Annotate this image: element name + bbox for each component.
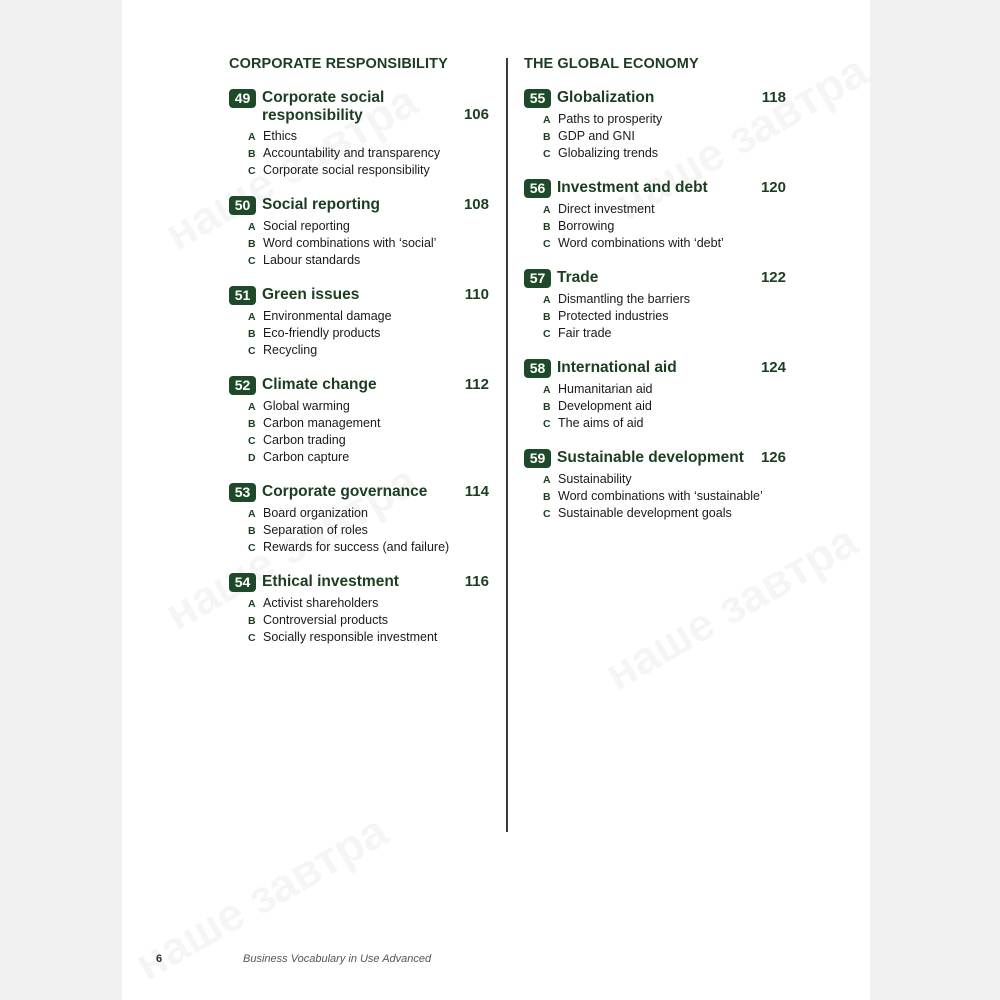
subtopic-text: Accountability and transparency — [263, 146, 441, 160]
unit-heading — [229, 286, 489, 305]
unit-number-badge: 51 — [229, 286, 256, 305]
subtopic-text: Recycling — [263, 343, 318, 357]
subtopic-letter: B — [248, 418, 256, 430]
subtopic-item — [248, 595, 489, 612]
unit-number-badge: 59 — [524, 449, 551, 468]
subtopic-text: Controversial products — [263, 613, 389, 627]
subtopic-item — [543, 325, 786, 342]
unit-title: Sustainable development — [557, 449, 744, 466]
subtopic-letter: A — [248, 131, 256, 143]
subtopic-list — [248, 505, 489, 556]
subtopic-text: Board organization — [263, 506, 368, 520]
subtopic-list — [248, 398, 489, 466]
subtopic-item — [248, 145, 489, 162]
unit-entry — [229, 376, 489, 466]
subtopic-item — [248, 252, 489, 269]
subtopic-text: Socially responsible investment — [263, 630, 438, 644]
subtopic-letter: B — [248, 525, 256, 537]
subtopic-letter: B — [248, 238, 256, 250]
subtopic-item — [248, 505, 489, 522]
subtopic-letter: C — [543, 148, 551, 160]
subtopic-list — [543, 291, 786, 342]
subtopic-letter: A — [543, 384, 551, 396]
subtopic-item — [543, 201, 786, 218]
subtopic-item — [543, 111, 786, 128]
subtopic-letter: A — [543, 294, 551, 306]
subtopic-item — [543, 145, 786, 162]
unit-entry — [229, 89, 489, 179]
unit-title: Green issues — [262, 286, 360, 303]
unit-page-number: 106 — [463, 106, 489, 123]
subtopic-list — [543, 471, 786, 522]
subtopic-letter: B — [543, 401, 551, 413]
subtopic-item — [543, 505, 786, 522]
unit-page-number: 126 — [760, 449, 786, 466]
unit-page-number: 108 — [463, 196, 489, 213]
subtopic-text: Labour standards — [263, 253, 361, 267]
unit-heading — [524, 449, 786, 468]
subtopic-text: Humanitarian aid — [558, 382, 653, 396]
subtopic-list — [248, 128, 489, 179]
subtopic-item — [248, 522, 489, 539]
subtopic-item — [543, 398, 786, 415]
subtopic-letter: A — [248, 311, 256, 323]
subtopic-text: Paths to prosperity — [558, 112, 663, 126]
subtopic-letter: B — [543, 311, 551, 323]
column-divider — [506, 58, 508, 832]
unit-number-badge: 49 — [229, 89, 256, 108]
subtopic-letter: A — [543, 114, 551, 126]
unit-entry — [524, 179, 786, 252]
subtopic-letter: A — [248, 221, 256, 233]
subtopic-letter: B — [248, 328, 256, 340]
subtopic-item — [543, 381, 786, 398]
subtopic-text: Borrowing — [558, 219, 615, 233]
subtopic-text: Ethics — [263, 129, 298, 143]
unit-number-badge: 55 — [524, 89, 551, 108]
subtopic-text: Carbon capture — [263, 450, 350, 464]
unit-number-badge: 52 — [229, 376, 256, 395]
unit-title: Corporate social responsibility — [262, 89, 385, 124]
subtopic-letter: C — [248, 165, 256, 177]
subtopic-letter: C — [248, 435, 256, 447]
subtopic-item — [543, 488, 786, 505]
unit-page-number: 112 — [464, 376, 489, 393]
subtopic-item — [248, 162, 489, 179]
subtopic-item — [248, 629, 489, 646]
subtopic-item — [543, 471, 786, 488]
unit-heading — [524, 269, 786, 288]
subtopic-item — [248, 449, 489, 466]
subtopic-list — [248, 308, 489, 359]
subtopic-item — [543, 235, 786, 252]
subtopic-item — [543, 308, 786, 325]
unit-heading — [229, 483, 489, 502]
subtopic-item — [248, 342, 489, 359]
subtopic-letter: C — [543, 508, 551, 520]
unit-title: International aid — [557, 359, 677, 376]
unit-title: Investment and debt — [557, 179, 708, 196]
subtopic-letter: C — [543, 238, 551, 250]
subtopic-list — [248, 218, 489, 269]
subtopic-text: Environmental damage — [263, 309, 392, 323]
subtopic-text: Word combinations with ‘sustainable’ — [558, 489, 763, 503]
subtopic-text: Sustainability — [558, 472, 632, 486]
subtopic-letter: A — [248, 508, 256, 520]
unit-title: Corporate governance — [262, 483, 428, 500]
left-column — [229, 56, 489, 663]
unit-heading — [524, 179, 786, 198]
subtopic-letter: C — [248, 255, 256, 267]
unit-number-badge: 58 — [524, 359, 551, 378]
subtopic-item — [248, 415, 489, 432]
unit-page-number: 116 — [464, 573, 489, 590]
subtopic-item — [248, 308, 489, 325]
subtopic-list — [543, 201, 786, 252]
unit-list — [229, 89, 489, 646]
right-column — [524, 56, 786, 539]
subtopic-letter: B — [248, 148, 256, 160]
subtopic-item — [248, 218, 489, 235]
unit-entry — [229, 286, 489, 359]
subtopic-letter: B — [248, 615, 256, 627]
subtopic-text: Separation of roles — [263, 523, 368, 537]
subtopic-item — [248, 398, 489, 415]
unit-number-badge: 57 — [524, 269, 551, 288]
subtopic-list — [543, 111, 786, 162]
unit-heading — [229, 196, 489, 215]
subtopic-text: Fair trade — [558, 326, 612, 340]
unit-entry — [524, 449, 786, 522]
subtopic-item — [543, 291, 786, 308]
subtopic-text: GDP and GNI — [558, 129, 635, 143]
subtopic-item — [543, 128, 786, 145]
unit-list — [524, 89, 786, 522]
unit-entry — [229, 573, 489, 646]
unit-number-badge: 54 — [229, 573, 256, 592]
subtopic-text: Global warming — [263, 399, 350, 413]
unit-number-badge: 56 — [524, 179, 551, 198]
subtopic-text: Word combinations with ‘social’ — [263, 236, 437, 250]
unit-heading — [229, 573, 489, 592]
subtopic-text: Word combinations with ‘debt’ — [558, 236, 724, 250]
unit-number-badge: 53 — [229, 483, 256, 502]
subtopic-item — [248, 128, 489, 145]
subtopic-letter: B — [543, 221, 551, 233]
subtopic-text: Carbon trading — [263, 433, 346, 447]
subtopic-letter: A — [543, 474, 551, 486]
subtopic-list — [543, 381, 786, 432]
unit-title: Trade — [557, 269, 599, 286]
subtopic-item — [248, 432, 489, 449]
unit-page-number: 118 — [761, 89, 786, 106]
unit-heading — [229, 89, 489, 125]
subtopic-item — [543, 415, 786, 432]
unit-number-badge: 50 — [229, 196, 256, 215]
unit-title: Social reporting — [262, 196, 380, 213]
subtopic-text: Carbon management — [263, 416, 381, 430]
subtopic-text: Corporate social responsibility — [263, 163, 430, 177]
unit-title: Ethical investment — [262, 573, 399, 590]
subtopic-item — [248, 539, 489, 556]
unit-heading — [524, 359, 786, 378]
unit-page-number: 124 — [760, 359, 786, 376]
subtopic-letter: B — [543, 491, 551, 503]
page-number: 6 — [156, 953, 163, 965]
unit-page-number: 114 — [464, 483, 489, 500]
book-title: Business Vocabulary in Use Advanced — [243, 953, 432, 965]
subtopic-letter: D — [248, 452, 256, 464]
unit-page-number: 120 — [760, 179, 786, 196]
subtopic-letter: C — [248, 542, 256, 554]
unit-entry — [524, 359, 786, 432]
subtopic-item — [543, 218, 786, 235]
subtopic-item — [248, 235, 489, 252]
subtopic-text: Dismantling the barriers — [558, 292, 690, 306]
subtopic-text: The aims of aid — [558, 416, 644, 430]
unit-heading — [524, 89, 786, 108]
subtopic-letter: C — [248, 632, 256, 644]
unit-title: Climate change — [262, 376, 377, 393]
subtopic-item — [248, 325, 489, 342]
unit-page-number: 122 — [760, 269, 786, 286]
subtopic-text: Globalizing trends — [558, 146, 659, 160]
unit-heading — [229, 376, 489, 395]
subtopic-letter: A — [543, 204, 551, 216]
unit-entry — [524, 89, 786, 162]
unit-page-number: 110 — [464, 286, 489, 303]
subtopic-letter: C — [248, 345, 256, 357]
section-title-corporate-responsibility: CORPORATE RESPONSIBILITY — [229, 56, 448, 72]
subtopic-list — [248, 595, 489, 646]
unit-entry — [524, 269, 786, 342]
unit-title: Globalization — [557, 89, 655, 106]
subtopic-text: Activist shareholders — [263, 596, 379, 610]
subtopic-text: Protected industries — [558, 309, 669, 323]
subtopic-text: Social reporting — [263, 219, 350, 233]
subtopic-text: Development aid — [558, 399, 652, 413]
subtopic-text: Sustainable development goals — [558, 506, 732, 520]
subtopic-letter: C — [543, 328, 551, 340]
subtopic-letter: B — [543, 131, 551, 143]
unit-entry — [229, 196, 489, 269]
section-title-global-economy: THE GLOBAL ECONOMY — [524, 56, 699, 72]
subtopic-letter: A — [248, 401, 256, 413]
subtopic-text: Eco-friendly products — [263, 326, 381, 340]
subtopic-text: Rewards for success (and failure) — [263, 540, 450, 554]
subtopic-item — [248, 612, 489, 629]
subtopic-letter: A — [248, 598, 256, 610]
subtopic-text: Direct investment — [558, 202, 655, 216]
subtopic-letter: C — [543, 418, 551, 430]
unit-entry — [229, 483, 489, 556]
